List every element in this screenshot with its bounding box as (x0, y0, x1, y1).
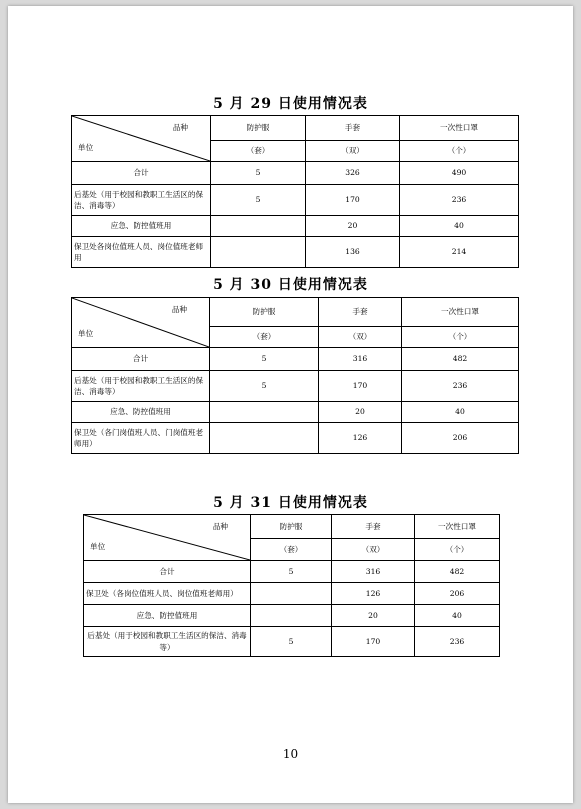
column-header: 一次性口罩 (402, 298, 519, 327)
row-name: 应急、防控值班用 (72, 402, 210, 423)
column-header: 一次性口罩 (415, 515, 500, 539)
row-name: 后基处（用于校园和教职工生活区的保洁、消毒等） (72, 371, 210, 402)
cell-value: 20 (319, 402, 402, 423)
row-name: 应急、防控值班用 (84, 605, 251, 627)
cell-value: 170 (332, 627, 415, 657)
table-row (72, 216, 519, 237)
usage-table-may31 (83, 514, 500, 657)
cell-value: 5 (210, 348, 319, 371)
cell-value (210, 402, 319, 423)
column-header: 防护服 (211, 116, 306, 141)
cell-value: 170 (319, 371, 402, 402)
usage-table-may30 (71, 297, 519, 454)
cell-value: 40 (400, 216, 519, 237)
cell-value: 126 (332, 583, 415, 605)
cell-value (251, 605, 332, 627)
usage-table-may29 (71, 115, 519, 268)
table-row (84, 605, 500, 627)
corner-header (84, 515, 251, 561)
cell-value: 136 (306, 237, 400, 268)
table-row (72, 423, 519, 454)
table-row (72, 371, 519, 402)
table-title: 5 月 30 日使用情况表 (213, 277, 368, 293)
column-header: 手套 (332, 515, 415, 539)
cell-value: 170 (306, 185, 400, 216)
cell-value: 206 (415, 583, 500, 605)
unit-cell: （个） (400, 141, 519, 162)
corner-header (72, 116, 211, 162)
cell-value (211, 237, 306, 268)
table-row (72, 348, 519, 371)
column-header: 防护服 (251, 515, 332, 539)
row-name: 合计 (84, 561, 251, 583)
table-row (72, 185, 519, 216)
category-header: 品种 (171, 305, 187, 314)
cell-value: 40 (415, 605, 500, 627)
cell-value: 316 (332, 561, 415, 583)
row-name: 后基处（用于校园和教职工生活区的保洁、消毒等） (84, 627, 251, 657)
cell-value: 126 (319, 423, 402, 454)
row-name: 后基处（用于校园和教职工生活区的保洁、消毒等） (72, 185, 211, 216)
cell-value: 20 (332, 605, 415, 627)
table-title: 5 月 31 日使用情况表 (213, 495, 368, 511)
cell-value: 5 (211, 162, 306, 185)
cell-value: 236 (400, 185, 519, 216)
corner-header (72, 298, 210, 348)
unit-cell: （双） (319, 327, 402, 348)
cell-value: 316 (319, 348, 402, 371)
cell-value: 214 (400, 237, 519, 268)
table-row (72, 162, 519, 185)
cell-value: 236 (415, 627, 500, 657)
row-name: 合计 (72, 162, 211, 185)
row-name: 应急、防控值班用 (72, 216, 211, 237)
cell-value: 326 (306, 162, 400, 185)
cell-value: 40 (402, 402, 519, 423)
unit-cell: （个） (402, 327, 519, 348)
category-header: 品种 (172, 123, 188, 132)
cell-value (211, 216, 306, 237)
cell-value: 5 (251, 627, 332, 657)
unit-cell: （套） (210, 327, 319, 348)
column-header: 一次性口罩 (400, 116, 519, 141)
table-title: 5 月 29 日使用情况表 (213, 96, 368, 112)
column-header: 防护服 (210, 298, 319, 327)
cell-value: 490 (400, 162, 519, 185)
table-row (72, 402, 519, 423)
unit-cell: （套） (251, 539, 332, 561)
table-row (84, 583, 500, 605)
cell-value: 482 (415, 561, 500, 583)
unit-header: 单位 (78, 142, 94, 152)
row-name: 保卫处（各岗位值班人员、岗位值班老师用） (84, 583, 251, 605)
unit-cell: （个） (415, 539, 500, 561)
row-name: 合计 (72, 348, 210, 371)
row-name: 保卫处各岗位值班人员、岗位值班老师用 (72, 237, 211, 268)
column-header: 手套 (319, 298, 402, 327)
cell-value: 482 (402, 348, 519, 371)
cell-value: 206 (402, 423, 519, 454)
unit-cell: （双） (332, 539, 415, 561)
cell-value: 5 (210, 371, 319, 402)
cell-value: 236 (402, 371, 519, 402)
unit-header: 单位 (90, 541, 106, 551)
cell-value: 5 (251, 561, 332, 583)
cell-value (210, 423, 319, 454)
row-name: 保卫处（各门岗值班人员、门岗值班老师用） (72, 423, 210, 454)
cell-value: 5 (211, 185, 306, 216)
table-row (84, 561, 500, 583)
table-row (72, 237, 519, 268)
category-header: 品种 (212, 522, 228, 531)
unit-header: 单位 (78, 328, 94, 338)
unit-cell: （双） (306, 141, 400, 162)
column-header: 手套 (306, 116, 400, 141)
unit-cell: （套） (211, 141, 306, 162)
table-row (84, 627, 500, 657)
document-page (8, 6, 573, 803)
page-number: 10 (282, 747, 299, 761)
cell-value: 20 (306, 216, 400, 237)
cell-value (251, 583, 332, 605)
